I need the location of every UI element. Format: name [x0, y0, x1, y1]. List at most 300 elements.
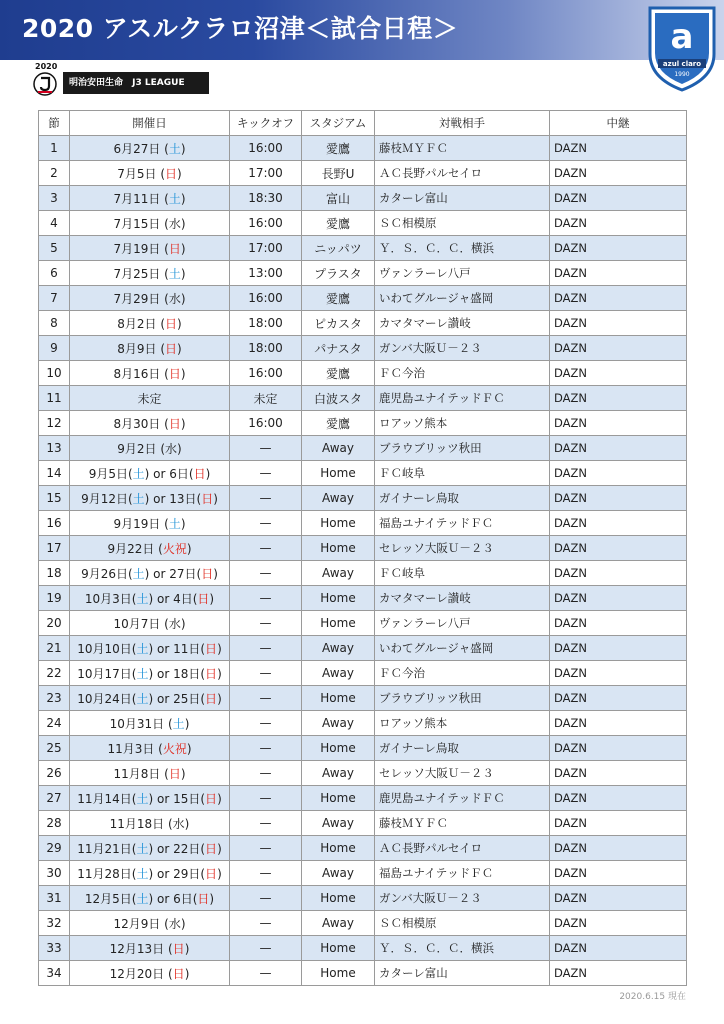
cell-round: 12 — [39, 411, 70, 436]
table-row — [39, 861, 687, 886]
cell-stadium: Home — [302, 736, 375, 761]
table-row — [39, 461, 687, 486]
cell-opponent: ＡＣ長野パルセイロ — [375, 836, 550, 861]
table-row — [39, 786, 687, 811]
cell-date — [70, 886, 230, 911]
cell-broadcast: DAZN — [550, 836, 687, 861]
cell-opponent: 鹿児島ユナイテッドＦＣ — [375, 386, 550, 411]
date-segment: 10月3日( — [84, 591, 137, 606]
cell-kickoff: — — [230, 586, 302, 611]
cell-kickoff: — — [230, 736, 302, 761]
cell-broadcast: DAZN — [550, 686, 687, 711]
svg-text:azul claro: azul claro — [662, 60, 702, 68]
table-row — [39, 761, 687, 786]
header-banner — [0, 0, 724, 60]
cell-date — [70, 361, 230, 386]
cell-round: 28 — [39, 811, 70, 836]
cell-broadcast: DAZN — [550, 736, 687, 761]
date-segment: 7月11日 ( — [113, 191, 169, 206]
date-segment: ) or 18日( — [148, 666, 206, 681]
cell-round: 17 — [39, 536, 70, 561]
cell-opponent: ＳＣ相模原 — [375, 211, 550, 236]
cell-broadcast: DAZN — [550, 161, 687, 186]
date-segment: 7月5日 ( — [117, 166, 166, 181]
cell-date — [70, 736, 230, 761]
cell-broadcast: DAZN — [550, 911, 687, 936]
cell-stadium: Away — [302, 436, 375, 461]
cell-stadium: Home — [302, 886, 375, 911]
date-segment: ) — [213, 491, 218, 506]
cell-date — [70, 811, 230, 836]
date-segment: 土 — [168, 191, 181, 206]
cell-broadcast: DAZN — [550, 386, 687, 411]
cell-stadium: Away — [302, 711, 375, 736]
cell-stadium: Home — [302, 536, 375, 561]
cell-date — [70, 761, 230, 786]
cell-opponent: いわてグルージャ盛岡 — [375, 286, 550, 311]
cell-opponent: ＦＣ岐阜 — [375, 561, 550, 586]
table-row — [39, 836, 687, 861]
date-segment: 土 — [172, 716, 185, 731]
cell-kickoff: — — [230, 561, 302, 586]
date-segment: 土 — [136, 666, 149, 681]
date-segment: 10月10日( — [77, 641, 137, 656]
cell-kickoff: — — [230, 961, 302, 986]
cell-kickoff: — — [230, 886, 302, 911]
cell-opponent: ＦＣ岐阜 — [375, 461, 550, 486]
table-row — [39, 211, 687, 236]
cell-broadcast: DAZN — [550, 411, 687, 436]
date-segment: 土 — [136, 866, 149, 881]
cell-broadcast: DAZN — [550, 211, 687, 236]
cell-broadcast: DAZN — [550, 361, 687, 386]
date-segment: 9月12日( — [81, 491, 133, 506]
cell-broadcast: DAZN — [550, 586, 687, 611]
cell-stadium: Home — [302, 836, 375, 861]
cell-opponent: セレッソ大阪Ｕ－２３ — [375, 536, 550, 561]
date-segment: ) — [217, 866, 222, 881]
cell-stadium: Home — [302, 961, 375, 986]
cell-date — [70, 861, 230, 886]
date-segment: 火祝 — [162, 541, 187, 556]
date-segment: ) or 6日( — [144, 466, 194, 481]
cell-round: 11 — [39, 386, 70, 411]
date-segment: 土 — [132, 491, 145, 506]
cell-broadcast: DAZN — [550, 611, 687, 636]
date-segment: ) — [177, 316, 182, 331]
date-segment: 11月21日( — [77, 841, 137, 856]
date-segment: 土 — [132, 466, 145, 481]
cell-opponent: ブラウブリッツ秋田 — [375, 686, 550, 711]
cell-opponent: カマタマーレ讃岐 — [375, 586, 550, 611]
date-segment: 8月30日 ( — [113, 416, 169, 431]
cell-broadcast: DAZN — [550, 311, 687, 336]
cell-opponent: カターレ富山 — [375, 961, 550, 986]
cell-round: 29 — [39, 836, 70, 861]
cell-stadium: Away — [302, 661, 375, 686]
cell-kickoff: — — [230, 811, 302, 836]
date-segment: 日 — [205, 691, 218, 706]
cell-kickoff: — — [230, 611, 302, 636]
cell-broadcast: DAZN — [550, 511, 687, 536]
date-segment: ) — [177, 166, 182, 181]
cell-broadcast: DAZN — [550, 961, 687, 986]
cell-kickoff: — — [230, 786, 302, 811]
cell-round: 30 — [39, 861, 70, 886]
cell-kickoff: 16:00 — [230, 411, 302, 436]
cell-kickoff: — — [230, 436, 302, 461]
table-row — [39, 886, 687, 911]
svg-text:1990: 1990 — [674, 71, 690, 78]
cell-stadium: Away — [302, 761, 375, 786]
cell-round: 20 — [39, 611, 70, 636]
cell-stadium: 愛鷹 — [302, 411, 375, 436]
cell-date — [70, 536, 230, 561]
date-segment: 11月3日 ( — [107, 741, 163, 756]
date-segment: ) — [180, 241, 186, 256]
table-row — [39, 361, 687, 386]
date-segment: ) — [205, 466, 211, 481]
table-row — [39, 411, 687, 436]
cell-broadcast: DAZN — [550, 786, 687, 811]
league-name-box — [63, 72, 209, 94]
cell-opponent: カターレ富山 — [375, 186, 550, 211]
table-row — [39, 586, 687, 611]
date-segment: ) — [186, 541, 192, 556]
cell-stadium: Home — [302, 686, 375, 711]
cell-round: 26 — [39, 761, 70, 786]
cell-broadcast: DAZN — [550, 886, 687, 911]
cell-stadium: Home — [302, 611, 375, 636]
cell-broadcast: DAZN — [550, 236, 687, 261]
cell-stadium: Home — [302, 936, 375, 961]
cell-stadium: Home — [302, 586, 375, 611]
table-row — [39, 186, 687, 211]
date-segment: 7月25日 ( — [113, 266, 169, 281]
date-segment: 12月20日 ( — [109, 966, 173, 981]
cell-round: 15 — [39, 486, 70, 511]
cell-date — [70, 136, 230, 161]
cell-broadcast: DAZN — [550, 861, 687, 886]
j-league-emblem-icon — [33, 72, 57, 96]
table-row — [39, 436, 687, 461]
date-segment: 日 — [165, 341, 178, 356]
cell-kickoff: 16:00 — [230, 211, 302, 236]
cell-opponent: セレッソ大阪Ｕ－２３ — [375, 761, 550, 786]
cell-round: 7 — [39, 286, 70, 311]
cell-opponent: ヴァンラーレ八戸 — [375, 261, 550, 286]
cell-broadcast: DAZN — [550, 461, 687, 486]
cell-broadcast: DAZN — [550, 336, 687, 361]
date-segment: ) or 29日( — [148, 866, 206, 881]
cell-kickoff: 18:00 — [230, 336, 302, 361]
date-segment: 日 — [197, 891, 210, 906]
cell-date — [70, 386, 230, 411]
cell-date — [70, 461, 230, 486]
cell-stadium: Away — [302, 911, 375, 936]
cell-opponent: ロアッソ熊本 — [375, 411, 550, 436]
table-row — [39, 386, 687, 411]
cell-broadcast: DAZN — [550, 436, 687, 461]
cell-stadium: Away — [302, 486, 375, 511]
date-segment: ) or 27日( — [144, 566, 202, 581]
cell-round: 8 — [39, 311, 70, 336]
date-segment: ) — [209, 891, 215, 906]
cell-date — [70, 411, 230, 436]
cell-kickoff: 未定 — [230, 386, 302, 411]
date-segment: ) or 11日( — [148, 641, 206, 656]
header-date: 開催日 — [70, 111, 230, 136]
date-segment: 土 — [132, 566, 145, 581]
date-segment: 12月5日( — [84, 891, 137, 906]
date-segment: ) — [217, 841, 222, 856]
cell-stadium: 愛鷹 — [302, 211, 375, 236]
cell-stadium: 愛鷹 — [302, 136, 375, 161]
cell-date — [70, 486, 230, 511]
cell-stadium: Away — [302, 561, 375, 586]
cell-round: 33 — [39, 936, 70, 961]
date-segment: ) — [217, 691, 222, 706]
date-segment: ) — [180, 191, 186, 206]
cell-stadium: 愛鷹 — [302, 286, 375, 311]
table-row — [39, 511, 687, 536]
date-segment: ) — [209, 591, 215, 606]
cell-date — [70, 211, 230, 236]
cell-date — [70, 686, 230, 711]
date-segment: 8月16日 ( — [113, 366, 169, 381]
cell-opponent: 鹿児島ユナイテッドＦＣ — [375, 786, 550, 811]
date-segment: 日 — [168, 366, 181, 381]
cell-stadium: Home — [302, 511, 375, 536]
cell-broadcast: DAZN — [550, 636, 687, 661]
date-segment: 9月19日 ( — [113, 516, 169, 531]
table-row — [39, 936, 687, 961]
cell-date — [70, 661, 230, 686]
date-segment: 日 — [201, 491, 214, 506]
cell-stadium: 富山 — [302, 186, 375, 211]
cell-kickoff: — — [230, 486, 302, 511]
table-row — [39, 311, 687, 336]
date-segment: 日 — [172, 941, 185, 956]
cell-round: 25 — [39, 736, 70, 761]
cell-opponent: 福島ユナイテッドＦＣ — [375, 511, 550, 536]
cell-opponent: ガイナーレ鳥取 — [375, 486, 550, 511]
table-row — [39, 161, 687, 186]
cell-broadcast: DAZN — [550, 761, 687, 786]
date-segment: 10月31日 ( — [109, 716, 173, 731]
cell-round: 5 — [39, 236, 70, 261]
league-sponsor: 明治安田生命 — [69, 78, 124, 88]
cell-round: 34 — [39, 961, 70, 986]
date-segment: 日 — [205, 641, 218, 656]
date-segment: ) or 22日( — [148, 841, 206, 856]
date-segment: ) — [213, 566, 218, 581]
as-of-note: 2020.6.15 現在 — [619, 992, 686, 1002]
date-segment: ) — [184, 716, 190, 731]
cell-broadcast: DAZN — [550, 661, 687, 686]
cell-stadium: Away — [302, 811, 375, 836]
date-segment: 土 — [136, 691, 149, 706]
date-segment: 火祝 — [162, 741, 187, 756]
date-segment: ) or 4日( — [148, 591, 198, 606]
cell-date — [70, 711, 230, 736]
cell-date — [70, 286, 230, 311]
table-row — [39, 661, 687, 686]
league-logo — [33, 62, 211, 96]
date-segment: 8月9日 ( — [117, 341, 166, 356]
cell-kickoff: 18:00 — [230, 311, 302, 336]
date-segment: ) — [184, 966, 190, 981]
table-row — [39, 711, 687, 736]
date-segment: 土 — [136, 891, 149, 906]
cell-broadcast: DAZN — [550, 261, 687, 286]
cell-round: 16 — [39, 511, 70, 536]
cell-kickoff: — — [230, 636, 302, 661]
cell-round: 1 — [39, 136, 70, 161]
cell-date — [70, 336, 230, 361]
cell-opponent: Ｙ．Ｓ．Ｃ．Ｃ．横浜 — [375, 936, 550, 961]
cell-kickoff: — — [230, 936, 302, 961]
date-segment: 日 — [205, 791, 218, 806]
schedule-table — [38, 110, 687, 986]
cell-round: 4 — [39, 211, 70, 236]
date-segment: ) — [186, 741, 192, 756]
header-broadcast: 中継 — [550, 111, 687, 136]
cell-stadium: ピカスタ — [302, 311, 375, 336]
cell-kickoff: — — [230, 861, 302, 886]
date-segment: 土 — [168, 516, 181, 531]
date-segment: 日 — [165, 316, 178, 331]
league-year: 2020 — [35, 62, 58, 71]
cell-date — [70, 161, 230, 186]
date-segment: 日 — [165, 166, 178, 181]
cell-broadcast: DAZN — [550, 186, 687, 211]
table-row — [39, 911, 687, 936]
date-segment: 7月19日 ( — [113, 241, 169, 256]
date-segment: 日 — [205, 666, 218, 681]
cell-round: 27 — [39, 786, 70, 811]
cell-stadium: プラスタ — [302, 261, 375, 286]
date-segment: ) — [180, 416, 186, 431]
date-segment: 日 — [201, 566, 214, 581]
cell-kickoff: — — [230, 511, 302, 536]
cell-round: 22 — [39, 661, 70, 686]
header-kickoff: キックオフ — [230, 111, 302, 136]
cell-opponent: ブラウブリッツ秋田 — [375, 436, 550, 461]
cell-kickoff: 16:00 — [230, 286, 302, 311]
cell-date — [70, 586, 230, 611]
cell-opponent: ＦＣ今治 — [375, 661, 550, 686]
date-segment: 土 — [136, 591, 149, 606]
date-segment: 日 — [205, 866, 218, 881]
cell-stadium: 長野U — [302, 161, 375, 186]
cell-stadium: Home — [302, 786, 375, 811]
cell-kickoff: — — [230, 761, 302, 786]
cell-kickoff: 13:00 — [230, 261, 302, 286]
date-segment: 土 — [168, 141, 181, 156]
date-segment: 土 — [136, 791, 149, 806]
date-segment: ) — [217, 641, 222, 656]
table-row — [39, 736, 687, 761]
table-row — [39, 236, 687, 261]
date-segment: ) or 13日( — [144, 491, 202, 506]
date-segment: 9月2日 (水) — [117, 441, 182, 456]
cell-kickoff: 18:30 — [230, 186, 302, 211]
cell-kickoff: — — [230, 836, 302, 861]
cell-kickoff: 16:00 — [230, 361, 302, 386]
date-segment: ) — [180, 516, 186, 531]
cell-opponent: ヴァンラーレ八戸 — [375, 611, 550, 636]
cell-opponent: 藤枝ＭＹＦＣ — [375, 811, 550, 836]
cell-kickoff: 17:00 — [230, 236, 302, 261]
date-segment: ) — [180, 141, 186, 156]
date-segment: ) — [180, 366, 186, 381]
cell-stadium: Away — [302, 861, 375, 886]
club-crest-icon — [645, 4, 719, 92]
cell-round: 3 — [39, 186, 70, 211]
date-segment: 日 — [172, 966, 185, 981]
cell-stadium: 愛鷹 — [302, 361, 375, 386]
date-segment: 11月28日( — [77, 866, 137, 881]
date-segment: ) — [177, 341, 182, 356]
date-segment: 未定 — [137, 391, 162, 406]
cell-kickoff: — — [230, 711, 302, 736]
cell-kickoff: — — [230, 686, 302, 711]
cell-opponent: カマタマーレ讃岐 — [375, 311, 550, 336]
cell-kickoff: 17:00 — [230, 161, 302, 186]
cell-kickoff: — — [230, 461, 302, 486]
date-segment: ) or 6日( — [148, 891, 198, 906]
cell-date — [70, 436, 230, 461]
cell-round: 10 — [39, 361, 70, 386]
date-segment: ) or 15日( — [148, 791, 206, 806]
date-segment: ) — [180, 266, 186, 281]
cell-stadium: Away — [302, 636, 375, 661]
cell-date — [70, 561, 230, 586]
cell-opponent: ガンバ大阪Ｕ－２３ — [375, 336, 550, 361]
header-stadium: スタジアム — [302, 111, 375, 136]
cell-broadcast: DAZN — [550, 286, 687, 311]
cell-broadcast: DAZN — [550, 936, 687, 961]
cell-date — [70, 186, 230, 211]
cell-round: 24 — [39, 711, 70, 736]
cell-stadium: 白波スタ — [302, 386, 375, 411]
cell-round: 14 — [39, 461, 70, 486]
cell-date — [70, 611, 230, 636]
date-segment: 10月24日( — [77, 691, 137, 706]
cell-broadcast: DAZN — [550, 536, 687, 561]
table-row — [39, 561, 687, 586]
date-segment: 土 — [136, 841, 149, 856]
date-segment: 6月27日 ( — [113, 141, 169, 156]
cell-opponent: ガンバ大阪Ｕ－２３ — [375, 886, 550, 911]
cell-opponent: ＳＣ相模原 — [375, 911, 550, 936]
table-row — [39, 686, 687, 711]
cell-round: 13 — [39, 436, 70, 461]
date-segment: ) — [217, 666, 222, 681]
cell-opponent: ガイナーレ鳥取 — [375, 736, 550, 761]
cell-stadium: Home — [302, 461, 375, 486]
cell-date — [70, 311, 230, 336]
table-row — [39, 486, 687, 511]
date-segment: 12月9日 (水) — [113, 916, 186, 931]
cell-round: 21 — [39, 636, 70, 661]
cell-date — [70, 786, 230, 811]
date-segment: 10月7日 (水) — [113, 616, 186, 631]
date-segment: 7月29日 (水) — [113, 291, 186, 306]
cell-date — [70, 836, 230, 861]
table-row — [39, 961, 687, 986]
